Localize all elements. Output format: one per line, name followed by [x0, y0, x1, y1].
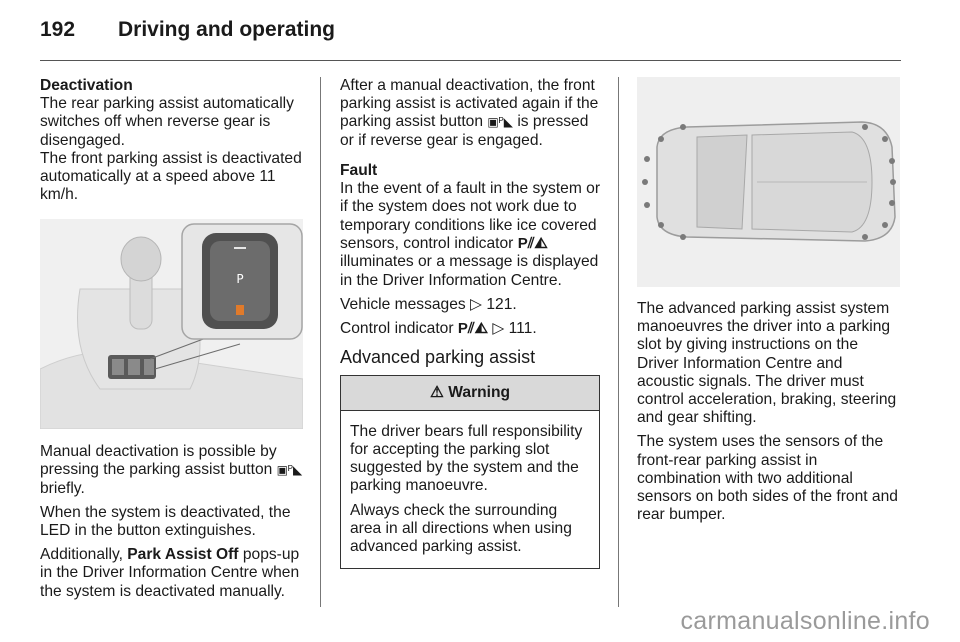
sensor-description: The system uses the sensors of the front-rear parking assist in combination with two additional sensors on both sides of the front and rear bumper. [637, 433, 898, 524]
deactivation-text-2: The front parking assist is deactivated automatically at a speed above 11 km/h. [40, 149, 302, 204]
fault-heading: Fault [340, 162, 378, 180]
gear-shift-parking-button-illustration [40, 219, 303, 429]
warning-header [341, 376, 599, 411]
parking-indicator-icon: P⫽◭ [517, 234, 548, 252]
popup-text-end: pops-up in the Driver Information Centre when the system is deactivated manually. [40, 546, 300, 600]
reactivation-text-end: is pressed or if reverse gear is engaged. [340, 113, 589, 149]
warning-text-1: The driver bears full responsibility for accepting the parking slot suggested by the system and the parking manoeuvre. [350, 422, 583, 495]
deactivation-heading: Deactivation [40, 77, 133, 94]
led-text: When the system is deactivated, the LED in the button extinguishes. [40, 503, 291, 540]
popup-text-start: Additionally, [40, 546, 123, 564]
reactivation-text: After a manual deactivation, the front parking assist is activated again if the parking assist button [340, 77, 599, 131]
chapter-title: Driving and operating [118, 18, 336, 41]
control-indicator-page: 111. [508, 320, 537, 338]
car-top-view-sensors-illustration [637, 77, 900, 287]
manual-deactivation-text-end: briefly. [40, 479, 85, 497]
column-divider-2 [618, 77, 619, 607]
deactivation-text-1: The rear parking assist automatically switches off when reverse gear is disengaged. [40, 95, 294, 149]
system-description: The advanced parking assist system manoeuvres the driver into a parking slot by giving instructions on the Driver Information Centre and acoustic signals. The driver must control acceleration, braking, steering and gear shifting. [637, 300, 897, 427]
column-1 [40, 77, 306, 210]
control-indicator-label: Control indicator [340, 320, 454, 338]
page-number: 192 [40, 18, 76, 41]
warning-body [341, 411, 599, 568]
warning-title: Warning [448, 383, 511, 401]
parking-indicator-icon: P⫽◭ [457, 319, 488, 337]
vehicle-messages-label: Vehicle messages [340, 295, 466, 313]
warning-box [340, 375, 600, 570]
svg-text:P: P [236, 272, 244, 286]
column-2 [340, 77, 606, 569]
parking-assist-button-icon: ▣ᴾ◣ [276, 463, 303, 478]
warning-triangle-icon: ⚠ [429, 383, 444, 401]
column-1-lower [40, 443, 306, 607]
fault-text: In the event of a fault in the system or if the system does not work due to temporary conditions like ice covered sensors, control indicator [340, 180, 601, 253]
page-header [40, 18, 900, 58]
section-title: Advanced parking assist [340, 347, 536, 368]
vehicle-messages-page: 121. [486, 295, 517, 313]
manual-deactivation-text: Manual deactivation is possible by pressing the parking assist button [40, 443, 277, 479]
fault-text-end: illuminates or a message is displayed in the Driver Information Centre. [340, 253, 599, 289]
header-divider [40, 60, 901, 61]
park-assist-off-label: Park Assist Off [127, 546, 239, 564]
parking-assist-button-icon: ▣ᴾ◣ [487, 115, 513, 130]
page-reference-arrow-icon: ▷ [470, 295, 483, 313]
page-reference-arrow-icon: ▷ [492, 320, 505, 338]
column-divider-1 [320, 77, 321, 607]
warning-text-2: Always check the surrounding area in all directions when using advanced parking assist. [350, 501, 572, 555]
watermark: carmanualsonline.info [680, 607, 930, 635]
column-3 [637, 300, 903, 530]
